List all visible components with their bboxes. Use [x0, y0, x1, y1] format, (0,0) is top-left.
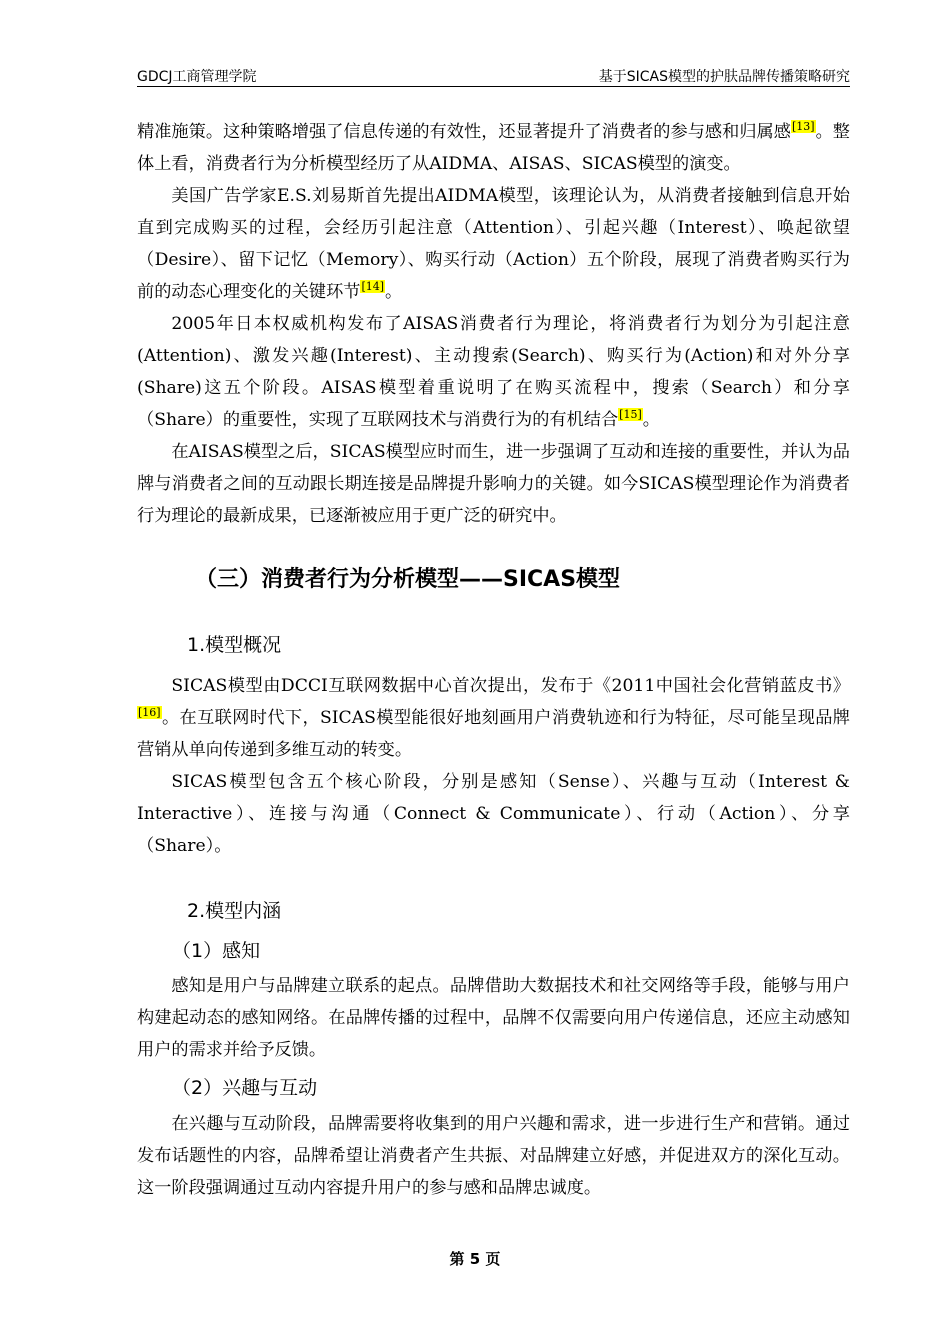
paragraph-sicas-intro: 在AISAS模型之后，SICAS模型应时而生，进一步强调了互动和连接的重要性，并认为品牌与消费者之间的互动跟长期连接是品牌提升影响力的关键。如今SICAS模型理论作为消费者行为理论的最新成果，已逐渐被应用于更广泛的研究中。 [137, 442, 850, 526]
header-paper-title: 基于SICAS模型的护肤品牌传播策略研究 [598, 69, 850, 85]
citation-16[interactable]: [16] [138, 706, 161, 720]
citation-14[interactable]: [14] [361, 280, 385, 294]
paragraph-aisas: 2005年日本权威机构发布了AISAS消费者行为理论，将消费者行为划分为引起注意(Attention)、激发兴趣(Interest)、主动搜索(Search)、购买行为(Action)和对外分享(Share)这五个阶段。AISAS模型着重说明了在购买流程中，搜索（Search）和分享（Share）的重要性，实现了互联网技术与消费行为的有机结合[15]。 [137, 314, 850, 430]
header-institution: GDCJ工商管理学院 [137, 69, 257, 85]
paragraph-sicas-stages: SICAS模型包含五个核心阶段，分别是感知（Sense）、兴趣与互动（Interest & Interactive）、连接与沟通（Connect & Communicate）、行动（Action）、分享（Share）。 [137, 772, 850, 856]
subsection-heading-overview: 1.模型概况 [187, 634, 282, 656]
citation-15[interactable]: [15] [619, 408, 642, 422]
interest-paragraph-wrap [137, 1108, 850, 1204]
intro-paragraphs [137, 116, 850, 532]
paragraph-interest: 在兴趣与互动阶段，品牌需要将收集到的用户兴趣和需求，进一步进行生产和营销。通过发布话题性的内容，品牌希望让消费者产生共振、对品牌建立好感，并促进双方的深化互动。这一阶段强调通过互动内容提升用户的参与感和品牌忠诚度。 [137, 1114, 850, 1198]
item-heading-sense: （1）感知 [172, 940, 261, 962]
paragraph-sense: 感知是用户与品牌建立联系的起点。品牌借助大数据技术和社交网络等手段，能够与用户构建起动态的感知网络。在品牌传播的过程中，品牌不仅需要向用户传递信息，还应主动感知用户的需求并给予反馈。 [137, 976, 850, 1060]
sense-paragraph-wrap [137, 970, 850, 1066]
paragraph-1: 精准施策。这种策略增强了信息传递的有效性，还显著提升了消费者的参与感和归属感[13]。整体上看，消费者行为分析模型经历了从AIDMA、AISAS、SICAS模型的演变。 [137, 120, 850, 174]
page-header [137, 64, 850, 87]
overview-paragraphs [137, 670, 850, 862]
subsection-heading-connotation: 2.模型内涵 [187, 900, 282, 922]
section-heading: （三）消费者行为分析模型——SICAS模型 [195, 567, 621, 592]
paragraph-sicas-origin: SICAS模型由DCCI互联网数据中心首次提出，发布于《2011中国社会化营销蓝皮书》[16]。在互联网时代下，SICAS模型能很好地刻画用户消费轨迹和行为特征，尽可能呈现品牌营销从单向传递到多维互动的转变。 [137, 676, 850, 760]
paragraph-aidma: 美国广告学家E.S.刘易斯首先提出AIDMA模型，该理论认为，从消费者接触到信息开始直到完成购买的过程，会经历引起注意（Attention）、引起兴趣（Interest）、唤起欲望（Desire）、留下记忆（Memory）、购买行动（Action）五个阶段，展现了消费者购买行为前的动态心理变化的关键环节[14]。 [137, 186, 850, 302]
page-number: 第 5 页 [449, 1250, 501, 1268]
item-heading-interest: （2）兴趣与互动 [172, 1077, 318, 1099]
citation-13[interactable]: [13] [791, 120, 815, 134]
